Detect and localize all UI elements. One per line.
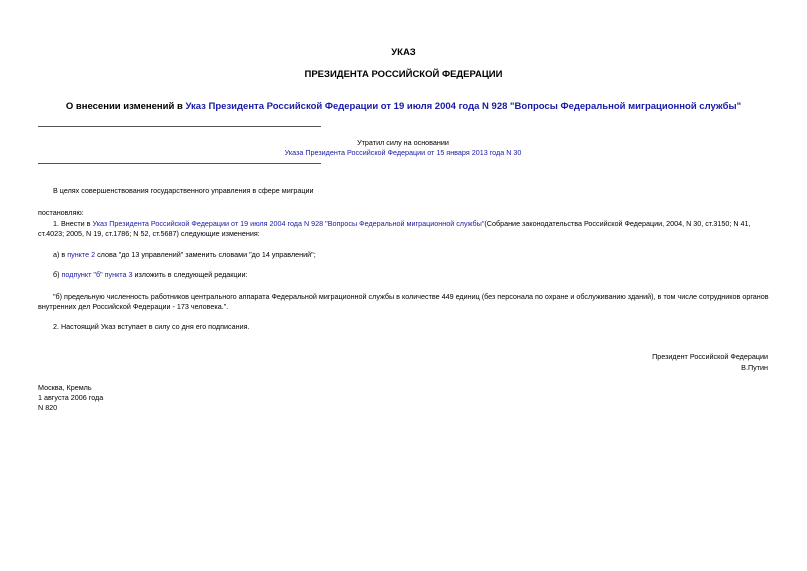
title-line-2: ПРЕЗИДЕНТА РОССИЙСКОЙ ФЕДЕРАЦИИ bbox=[304, 69, 503, 80]
signature-name: В.Путин bbox=[741, 363, 768, 372]
decree-word: постановляю: bbox=[38, 208, 84, 217]
item-b-link[interactable]: подпункт "б" пункта 3 bbox=[61, 270, 133, 279]
divider-top bbox=[38, 126, 321, 127]
p1-prefix: 1. Внести в bbox=[53, 219, 93, 228]
item-a-prefix: а) в bbox=[53, 250, 68, 259]
quote-line-1: "б) предельную численность работников центрального аппарата Федеральной миграционной службы в количестве 449 единиц (без персонала по охране и обслуживанию зданий), в том числе сотрудников органов bbox=[53, 292, 769, 301]
signature-title: Президент Российской Федерации bbox=[652, 352, 768, 361]
title-line-1: УКАЗ bbox=[391, 47, 416, 58]
item-b-prefix: б) bbox=[53, 270, 62, 279]
document-subject bbox=[0, 101, 807, 112]
paragraph-1-line-2: ст.4023; 2005, N 19, ст.1786; N 52, ст.5687) следующие изменения: bbox=[38, 229, 260, 238]
divider-bottom bbox=[38, 163, 321, 164]
subject-prefix: О внесении изменений в bbox=[65, 101, 186, 112]
signing-place: Москва, Кремль bbox=[38, 383, 92, 392]
item-a-link[interactable]: пункте 2 bbox=[67, 250, 96, 259]
status-note: Утратил силу на основании bbox=[357, 138, 449, 147]
item-b-suffix: изложить в следующей редакции: bbox=[132, 270, 248, 279]
p1-link[interactable]: Указ Президента Российской Федерации от 19 июля 2004 года N 928 "Вопросы Федеральной миграционной службы" bbox=[92, 219, 485, 228]
subject-link[interactable]: Указ Президента Российской Федерации от 19 июля 2004 года N 928 "Вопросы Федеральной миграционной службы" bbox=[185, 101, 742, 112]
item-b bbox=[53, 270, 248, 280]
decree-number: N 820 bbox=[38, 403, 58, 412]
item-a-suffix: слова "до 13 управлений" заменить словами "до 14 управлений"; bbox=[95, 250, 316, 259]
signing-date: 1 августа 2006 года bbox=[38, 393, 104, 402]
status-link[interactable]: Указа Президента Российской Федерации от 15 января 2013 года N 30 bbox=[284, 148, 522, 157]
p1-suffix: (Собрание законодательства Российской Федерации, 2004, N 30, ст.3150; N 41, bbox=[484, 219, 751, 228]
item-a bbox=[53, 250, 316, 260]
status-link-line bbox=[38, 148, 768, 158]
paragraph-1 bbox=[53, 219, 751, 229]
paragraph-2: 2. Настоящий Указ вступает в силу со дня его подписания. bbox=[53, 322, 250, 331]
quote-line-2: внутренних дел Российской Федерации - 173 человека.". bbox=[38, 302, 229, 311]
intro-text: В целях совершенствования государственного управления в сфере миграции bbox=[53, 186, 314, 195]
